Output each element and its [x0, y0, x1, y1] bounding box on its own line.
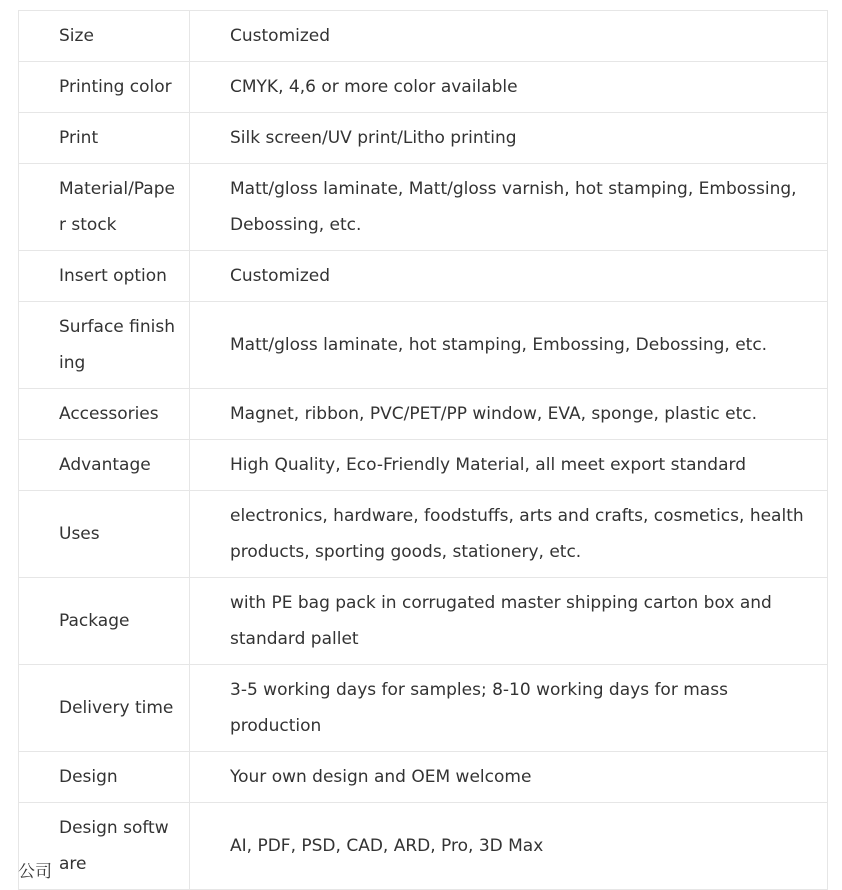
table-row	[19, 164, 828, 251]
spec-value: Magnet, ribbon, PVC/PET/PP window, EVA, sponge, plastic etc.	[190, 389, 828, 440]
spec-value: Customized	[190, 251, 828, 302]
footer-text: 公司	[18, 862, 52, 882]
spec-value: High Quality, Eco-Friendly Material, all meet export standard	[190, 440, 828, 491]
table-row	[19, 11, 828, 62]
table-row	[19, 62, 828, 113]
spec-value: AI, PDF, PSD, CAD, ARD, Pro, 3D Max	[190, 803, 828, 890]
spec-label: Delivery time	[19, 665, 190, 752]
spec-label: Size	[19, 11, 190, 62]
spec-label: Design software	[19, 803, 190, 890]
spec-label: Accessories	[19, 389, 190, 440]
spec-value: with PE bag pack in corrugated master shipping carton box and standard pallet	[190, 578, 828, 665]
spec-value: Matt/gloss laminate, hot stamping, Embossing, Debossing, etc.	[190, 302, 828, 389]
spec-value: Your own design and OEM welcome	[190, 752, 828, 803]
table-row	[19, 491, 828, 578]
spec-label: Surface finishing	[19, 302, 190, 389]
spec-label: Material/Paper stock	[19, 164, 190, 251]
spec-value: Matt/gloss laminate, Matt/gloss varnish, hot stamping, Embossing, Debossing, etc.	[190, 164, 828, 251]
spec-label: Advantage	[19, 440, 190, 491]
table-row	[19, 803, 828, 890]
spec-label: Uses	[19, 491, 190, 578]
spec-value: Customized	[190, 11, 828, 62]
spec-value: CMYK, 4,6 or more color available	[190, 62, 828, 113]
table-row	[19, 302, 828, 389]
spec-label: Package	[19, 578, 190, 665]
specification-table	[18, 10, 828, 890]
table-row	[19, 389, 828, 440]
table-row	[19, 665, 828, 752]
spec-value: electronics, hardware, foodstuffs, arts and crafts, cosmetics, health products, sporting goods, stationery, etc.	[190, 491, 828, 578]
spec-label: Printing color	[19, 62, 190, 113]
table-row	[19, 440, 828, 491]
spec-label: Insert option	[19, 251, 190, 302]
spec-value: 3-5 working days for samples; 8-10 working days for mass production	[190, 665, 828, 752]
table-row	[19, 578, 828, 665]
table-row	[19, 251, 828, 302]
spec-label: Print	[19, 113, 190, 164]
spec-label: Design	[19, 752, 190, 803]
table-row	[19, 113, 828, 164]
table-row	[19, 752, 828, 803]
spec-value: Silk screen/UV print/Litho printing	[190, 113, 828, 164]
